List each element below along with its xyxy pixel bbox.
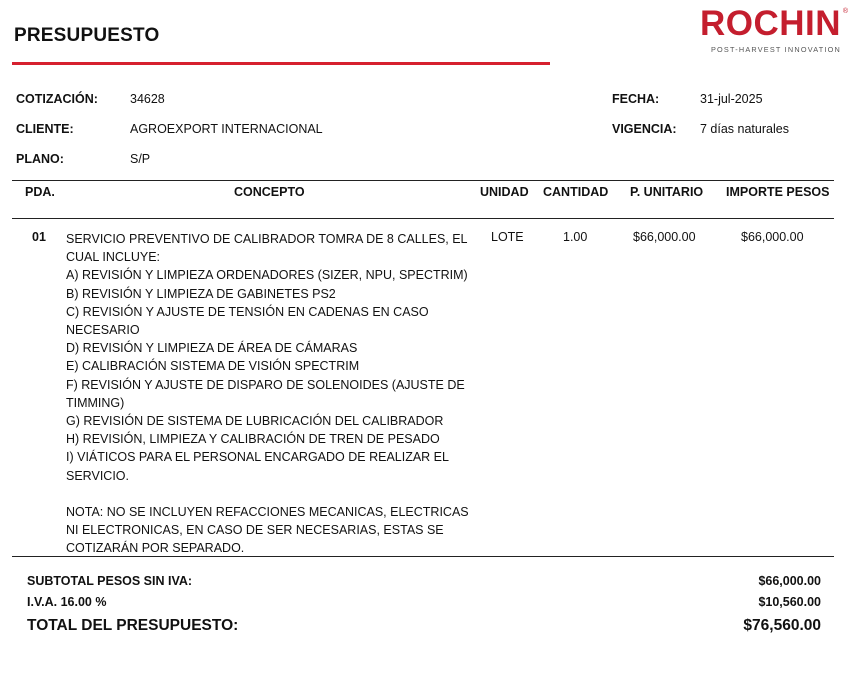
row-importe: $66,000.00	[741, 230, 804, 244]
concept-line: I) VIÁTICOS PARA EL PERSONAL ENCARGADO DE REALIZAR EL SERVICIO.	[66, 450, 449, 483]
logo-wordmark: ROCHIN	[699, 4, 841, 43]
header-pda: PDA.	[25, 185, 55, 199]
row-unidad: LOTE	[491, 230, 524, 244]
vigencia-value: 7 días naturales	[700, 122, 789, 136]
concept-line: B) REVISIÓN Y LIMPIEZA DE GABINETES PS2	[66, 286, 336, 301]
concept-line: G) REVISIÓN DE SISTEMA DE LUBRICACIÓN DEL CALIBRADOR	[66, 414, 444, 429]
row-pda: 01	[32, 230, 46, 244]
concept-note: NOTA: NO SE INCLUYEN REFACCIONES MECANICAS, ELECTRICAS NI ELECTRONICAS, EN CASO DE SER NECESARIAS, ESTAS SE COTIZARÁN POR SEPARADO.	[66, 505, 469, 556]
header-importe: IMPORTE PESOS	[726, 185, 830, 199]
header-concepto: CONCEPTO	[234, 185, 305, 199]
cotizacion-value: 34628	[130, 92, 165, 106]
row-unitario: $66,000.00	[633, 230, 696, 244]
concept-line: SERVICIO PREVENTIVO DE CALIBRADOR TOMRA DE 8 CALLES, EL CUAL INCLUYE:	[66, 232, 468, 265]
subtotal-value: $66,000.00	[758, 574, 821, 588]
total-value: $76,560.00	[743, 617, 821, 634]
header-cantidad: CANTIDAD	[543, 185, 609, 199]
iva-value: $10,560.00	[758, 595, 821, 609]
vigencia-label: VIGENCIA:	[612, 122, 677, 136]
concept-line: F) REVISIÓN Y AJUSTE DE DISPARO DE SOLENOIDES (AJUSTE DE TIMMING)	[66, 377, 465, 410]
rochin-logo	[669, 4, 848, 54]
registered-mark: ®	[842, 8, 848, 15]
subtotal-label: SUBTOTAL PESOS SIN IVA:	[27, 574, 193, 588]
page-title: PRESUPUESTO	[14, 25, 160, 46]
iva-label: I.V.A. 16.00 %	[27, 595, 107, 609]
cliente-value: AGROEXPORT INTERNACIONAL	[130, 122, 323, 136]
header-bottom-rule	[12, 218, 834, 219]
row-cantidad: 1.00	[563, 230, 588, 244]
row-concept	[66, 230, 478, 558]
fecha-label: FECHA:	[612, 92, 660, 106]
title-underline	[12, 62, 550, 65]
header-unidad: UNIDAD	[480, 185, 529, 199]
concept-line: A) REVISIÓN Y LIMPIEZA ORDENADORES (SIZER, NPU, SPECTRIM)	[66, 268, 468, 283]
total-label: TOTAL DEL PRESUPUESTO:	[27, 617, 239, 634]
concept-line: E) CALIBRACIÓN SISTEMA DE VISIÓN SPECTRIM	[66, 359, 360, 374]
table-bottom-rule	[12, 556, 834, 557]
cliente-label: CLIENTE:	[16, 122, 74, 136]
concept-line: C) REVISIÓN Y AJUSTE DE TENSIÓN EN CADENAS EN CASO NECESARIO	[66, 304, 429, 338]
concept-line: H) REVISIÓN, LIMPIEZA Y CALIBRACIÓN DE TREN DE PESADO	[66, 432, 440, 447]
concept-spacer	[66, 485, 478, 503]
logo-tagline: POST-HARVEST INNOVATION	[710, 45, 841, 54]
fecha-value: 31-jul-2025	[700, 92, 763, 106]
concept-line: D) REVISIÓN Y LIMPIEZA DE ÁREA DE CÁMARAS	[66, 341, 358, 356]
table-top-rule	[12, 180, 834, 181]
cotizacion-label: COTIZACIÓN:	[16, 92, 98, 106]
plano-value: S/P	[130, 152, 151, 166]
header-unitario: P. UNITARIO	[630, 185, 704, 199]
plano-label: PLANO:	[16, 152, 64, 166]
